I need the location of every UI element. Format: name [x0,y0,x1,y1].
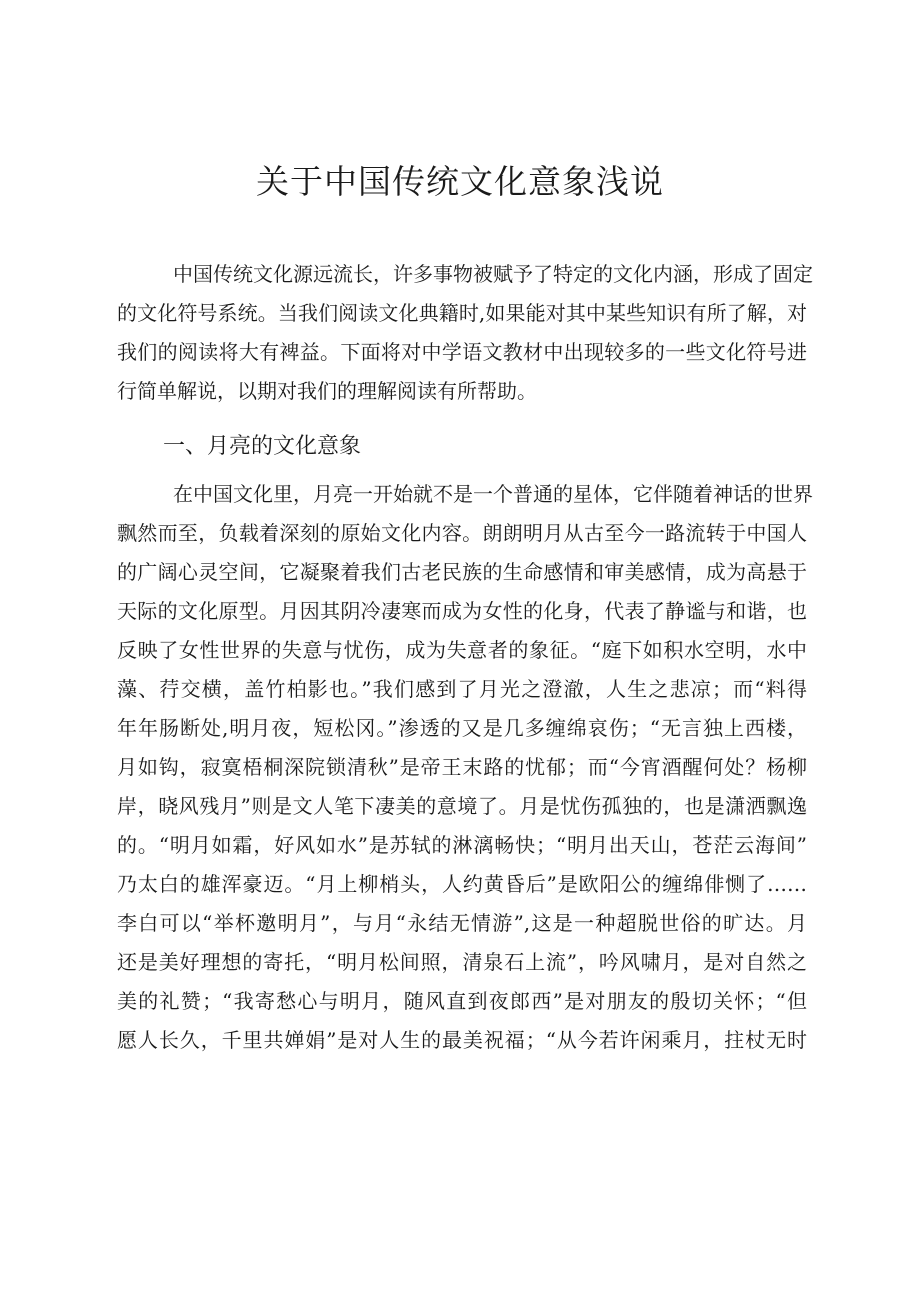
body-line: 藻、荇交横，盖竹柏影也。”我们感到了月光之澄澈，人生之悲凉；而“料得 [117,677,807,701]
body-line: 李白可以“举杯邀明月”，与月“永结无情游”,这是一种超脱世俗的旷达。月 [117,911,807,935]
body-line: 的。“明月如霜，好风如水”是苏轼的淋漓畅快；“明月出天山，苍茫云海间” [117,833,807,857]
section-heading: 一、月亮的文化意象 [163,434,362,459]
body-line: 的广阔心灵空间，它凝聚着我们古老民族的生命感情和审美感情，成为高悬于 [117,560,807,584]
body-line: 岸，晓风残月”则是文人笔下凄美的意境了。月是忧伤孤独的，也是潇洒飘逸 [117,794,807,818]
body-line: 飘然而至，负载着深刻的原始文化内容。朗朗明月从古至今一路流转于中国人 [117,521,807,545]
body-line: 愿人长久，千里共婵娟”是对人生的最美祝福；“从今若许闲乘月，拄杖无时 [117,1028,807,1052]
body-line: 美的礼赞；“我寄愁心与明月，随风直到夜郎西”是对朋友的殷切关怀；“但 [117,989,807,1013]
body-line: 反映了女性世界的失意与忧伤，成为失意者的象征。“庭下如积水空明，水中 [117,638,807,662]
body-line: 天际的文化原型。月因其阴冷凄寒而成为女性的化身，代表了静谧与和谐，也 [117,599,807,623]
body-line: 月如钩，寂寞梧桐深院锁清秋”是帝王末路的忧郁；而“今宵酒醒何处？杨柳 [117,755,807,779]
document-title: 关于中国传统文化意象浅说 [256,162,664,201]
intro-line: 中国传统文化源远流长，许多事物被赋予了特定的文化内涵，形成了固定 [173,262,813,286]
body-line: 年年肠断处,明月夜，短松冈。”渗透的又是几多缠绵哀伤；“无言独上西楼， [117,716,807,740]
body-line: 在中国文化里，月亮一开始就不是一个普通的星体，它伴随着神话的世界 [173,482,813,506]
intro-line: 行简单解说，以期对我们的理解阅读有所帮助。 [117,379,537,403]
body-line: 乃太白的雄浑豪迈。“月上柳梢头，人约黄昏后”是欧阳公的缠绵俳恻了…… [117,872,807,896]
intro-line: 的文化符号系统。当我们阅读文化典籍时,如果能对其中某些知识有所了解，对 [117,301,807,325]
intro-line: 我们的阅读将大有裨益。下面将对中学语文教材中出现较多的一些文化符号进 [117,340,807,364]
body-line: 还是美好理想的寄托，“明月松间照，清泉石上流”，吟风啸月，是对自然之 [117,950,807,974]
